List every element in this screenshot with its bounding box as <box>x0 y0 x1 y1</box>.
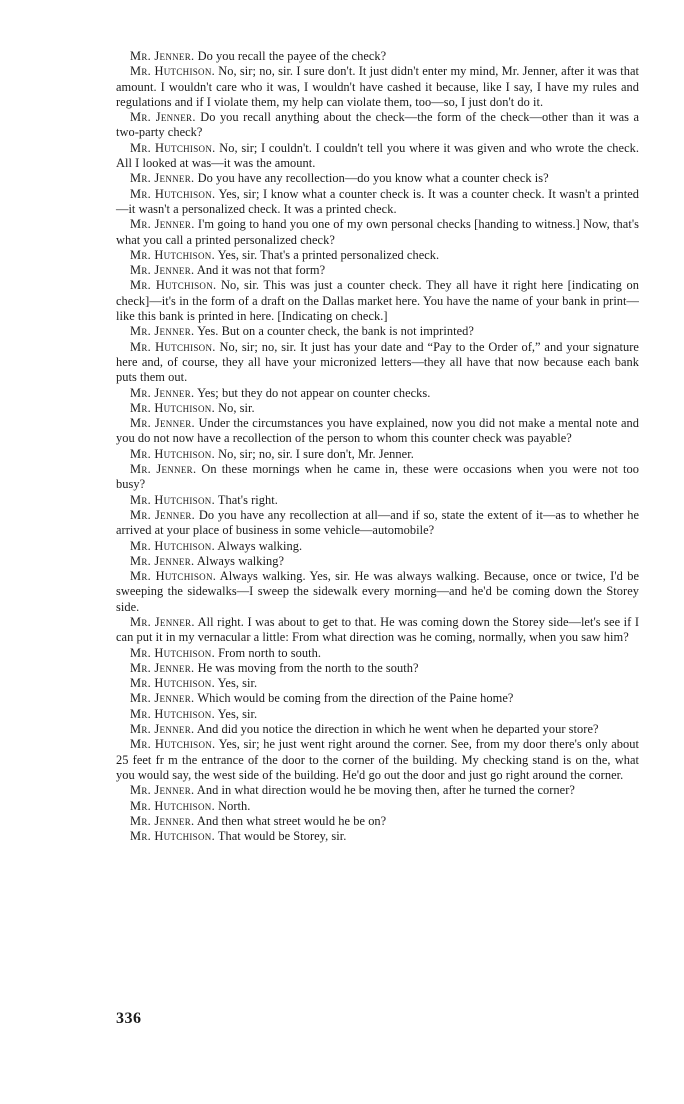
testimony-paragraph <box>116 554 639 569</box>
statement-text: He was moving from the north to the south? <box>194 660 419 675</box>
testimony-paragraph <box>116 493 639 508</box>
speaker-label: Mr. Jenner. <box>130 324 195 339</box>
statement-text: Under the circumstances you have explained, now you did not make a mental note and you do not now have a recollection of the person to whom this counter check was payable? <box>116 416 639 446</box>
speaker-label: Mr. Hutchison. <box>130 64 216 79</box>
statement-text: Yes, sir. That's a printed personalized check. <box>214 247 440 262</box>
testimony-paragraph <box>116 676 639 691</box>
statement-text: And in what direction would he be moving then, after he turned the corner? <box>194 783 575 798</box>
speaker-label: Mr. Hutchison. <box>130 676 215 691</box>
statement-text: Yes. But on a counter check, the bank is not imprinted? <box>194 324 474 339</box>
speaker-label: Mr. Hutchison. <box>130 446 215 461</box>
testimony-paragraph <box>116 829 639 844</box>
testimony-paragraph <box>116 64 639 110</box>
testimony-paragraph <box>116 783 639 798</box>
statement-text: No, sir; no, sir. I sure don't. It just didn't enter my mind, Mr. Jenner, after it was that amount. I wouldn't care who it was, I wouldn't have cashed it because, like I say, I have my rules and regulations and if I violate them, my help can violate them, too—so, I just don't do it. <box>116 64 639 109</box>
speaker-label: Mr. Hutchison. <box>130 737 216 752</box>
statement-text: From north to south. <box>214 645 322 660</box>
testimony-paragraph <box>116 141 639 172</box>
speaker-label: Mr. Hutchison. <box>130 278 217 293</box>
testimony-paragraph <box>116 508 639 539</box>
statement-text: Always walking. Yes, sir. He was always walking. Because, once or twice, I'd be sweeping the sidewalks—I sweep the sidewalk every morning—and he'd be coming down the Storey side. <box>116 569 639 614</box>
testimony-paragraph <box>116 646 639 661</box>
testimony-paragraph <box>116 737 639 783</box>
statement-text: No, sir; no, sir. I sure don't, Mr. Jenner. <box>214 446 414 461</box>
testimony-paragraph <box>116 539 639 554</box>
testimony-paragraph <box>116 401 639 416</box>
speaker-label: Mr. Jenner. <box>130 783 195 798</box>
speaker-label: Mr. Jenner. <box>130 614 195 629</box>
testimony-paragraph <box>116 462 639 493</box>
statement-text: Always walking? <box>194 553 285 568</box>
speaker-label: Mr. Hutchison. <box>130 247 215 262</box>
speaker-label: Mr. Hutchison. <box>130 798 215 813</box>
testimony-paragraph <box>116 707 639 722</box>
speaker-label: Mr. Jenner. <box>130 171 195 186</box>
statement-text: No, sir; no, sir. It just has your date and “Pay to the Order of,” and your signature here and, of course, they all have your micronized letters—they all have that now because each bank puts them out. <box>116 339 639 385</box>
testimony-paragraph <box>116 263 639 278</box>
testimony-paragraph <box>116 110 639 141</box>
statement-text: That's right. <box>214 492 278 507</box>
statement-text: Do you recall the payee of the check? <box>194 49 387 63</box>
speaker-label: Mr. Hutchison. <box>130 400 215 415</box>
speaker-label: Mr. Hutchison. <box>130 569 217 584</box>
speaker-label: Mr. Jenner. <box>130 416 195 431</box>
statement-text: No, sir. <box>214 400 255 415</box>
testimony-paragraph <box>116 187 639 218</box>
statement-text: And then what street would he be on? <box>194 813 387 828</box>
speaker-label: Mr. Hutchison. <box>130 186 216 201</box>
statement-text: On these mornings when he came in, these were occasions when you were not too busy? <box>116 462 639 492</box>
speaker-label: Mr. Jenner. <box>130 553 195 568</box>
statement-text: Do you have any recollection at all—and if so, state the extent of it—as to whether he arrived at your place of business in some vehicle—automobile? <box>116 507 639 538</box>
page-number: 336 <box>116 1010 142 1027</box>
testimony-paragraph <box>116 248 639 263</box>
speaker-label: Mr. Hutchison. <box>130 645 215 660</box>
testimony-paragraph <box>116 569 639 615</box>
speaker-label: Mr. Jenner. <box>130 217 195 232</box>
statement-text: That would be Storey, sir. <box>214 829 347 844</box>
speaker-label: Mr. Jenner. <box>130 660 195 675</box>
statement-text: Yes, sir. <box>214 676 258 691</box>
speaker-label: Mr. Hutchison. <box>130 339 216 354</box>
testimony-paragraph <box>116 324 639 339</box>
statement-text: Yes, sir; I know what a counter check is. It was a counter check. It wasn't a printed—it wasn't a personalized check. It was a printed check. <box>116 186 639 216</box>
testimony-transcript <box>116 49 639 844</box>
speaker-label: Mr. Jenner. <box>130 507 196 522</box>
speaker-label: Mr. Jenner. <box>130 49 195 63</box>
testimony-paragraph <box>116 217 639 248</box>
statement-text: And it was not that form? <box>194 263 326 278</box>
statement-text: Yes, sir. <box>214 706 258 721</box>
speaker-label: Mr. Jenner. <box>130 110 196 125</box>
speaker-label: Mr. Jenner. <box>130 385 195 400</box>
statement-text: Which would be coming from the direction of the Paine home? <box>194 691 514 706</box>
testimony-paragraph <box>116 386 639 401</box>
statement-text: And did you notice the direction in which he went when he departed your store? <box>194 722 599 737</box>
speaker-label: Mr. Jenner. <box>130 691 195 706</box>
speaker-label: Mr. Hutchison. <box>130 140 216 155</box>
statement-text: Do you recall anything about the check—the form of the check—other than it was a two-party check? <box>116 110 640 140</box>
statement-text: North. <box>214 798 251 813</box>
testimony-paragraph <box>116 799 639 814</box>
speaker-label: Mr. Jenner. <box>130 263 195 278</box>
testimony-paragraph <box>116 171 639 186</box>
testimony-paragraph <box>116 49 639 64</box>
statement-text: No, sir; I couldn't. I couldn't tell you where it was given and who wrote the check. All I looked at was—it was the amount. <box>116 140 640 171</box>
statement-text: Do you have any recollection—do you know what a counter check is? <box>194 171 549 186</box>
testimony-paragraph <box>116 447 639 462</box>
testimony-paragraph <box>116 691 639 706</box>
statement-text: Always walking. <box>214 538 303 553</box>
testimony-paragraph <box>116 340 639 386</box>
speaker-label: Mr. Jenner. <box>130 722 195 737</box>
testimony-paragraph <box>116 615 639 646</box>
testimony-paragraph <box>116 661 639 676</box>
testimony-paragraph <box>116 278 639 324</box>
testimony-paragraph <box>116 722 639 737</box>
speaker-label: Mr. Hutchison. <box>130 538 215 553</box>
statement-text: Yes, sir; he just went right around the corner. See, from my door there's only about 25 feet fr m the entrance of the door to the corner of the building. My checking stand is on the, what you would say, the west side of the building. He'd go out the door and just go right around the corner. <box>116 737 639 782</box>
speaker-label: Mr. Hutchison. <box>130 492 215 507</box>
statement-text: I'm going to hand you one of my own personal checks [handing to witness.] Now, that's what you call a printed personalized check? <box>116 217 639 247</box>
speaker-label: Mr. Hutchison. <box>130 829 215 844</box>
speaker-label: Mr. Jenner. <box>130 813 195 828</box>
statement-text: All right. I was about to get to that. He was coming down the Storey side—let's see if I can put it in my vernacular a little: From what direction was he coming, normally, when you saw him? <box>116 614 639 645</box>
testimony-paragraph <box>116 814 639 829</box>
testimony-paragraph <box>116 416 639 447</box>
statement-text: Yes; but they do not appear on counter checks. <box>194 385 431 400</box>
speaker-label: Mr. Jenner. <box>130 462 197 477</box>
statement-text: No, sir. This was just a counter check. They all have it right here [indicating on check]—it's in the form of a draft on the Dallas market here. You have the name of your bank in print—like this bank is printed in here. [Indicating on check.] <box>116 278 639 324</box>
speaker-label: Mr. Hutchison. <box>130 706 215 721</box>
